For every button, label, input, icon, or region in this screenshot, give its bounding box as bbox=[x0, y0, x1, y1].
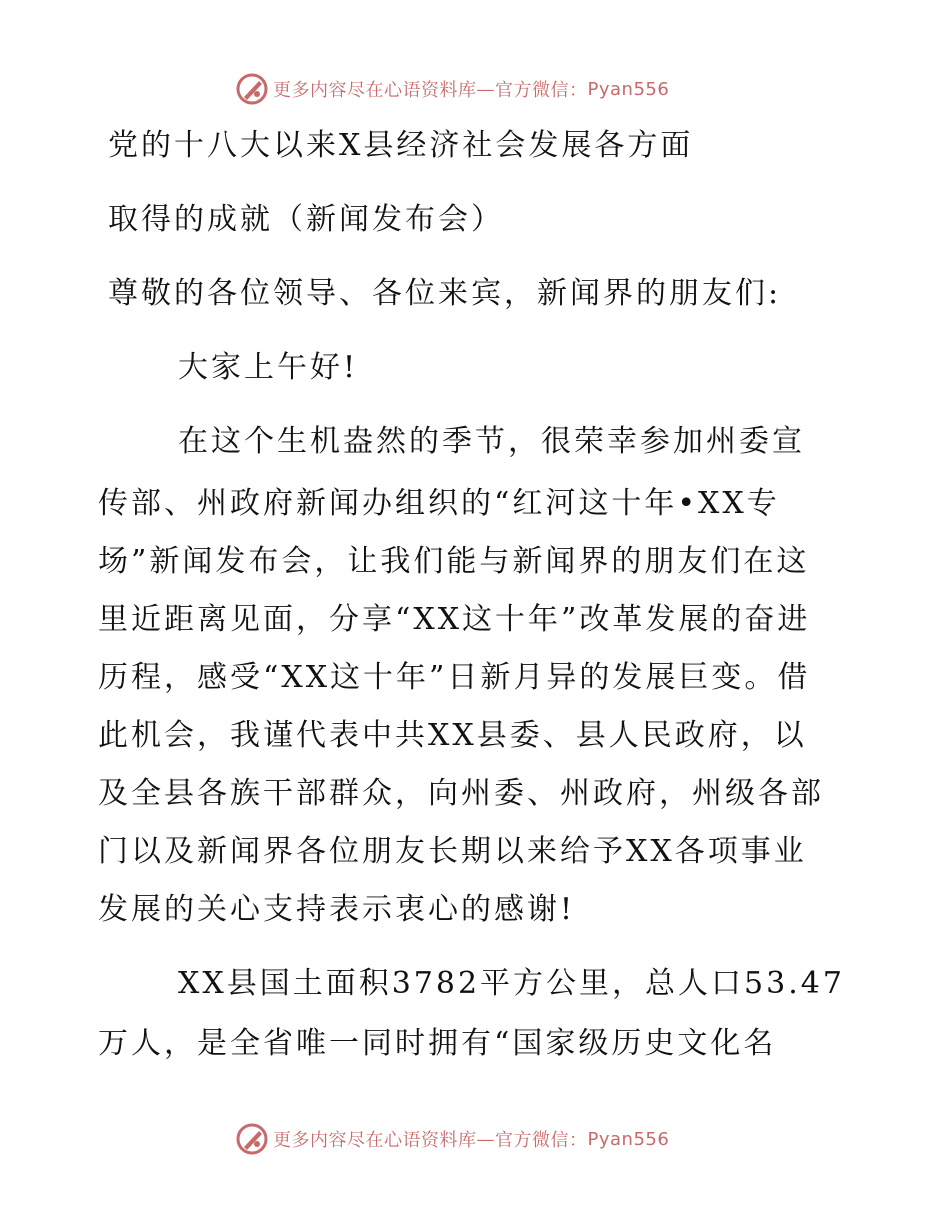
greeting: 大家上午好! bbox=[178, 350, 359, 385]
pen-logo-icon bbox=[235, 1122, 269, 1156]
title-line-1: 党的十八大以来X县经济社会发展各方面 bbox=[108, 128, 694, 163]
watermark-middle: 官方微信： bbox=[495, 80, 588, 101]
watermark-prefix: 更多内容尽在心语资料库 bbox=[273, 1130, 477, 1151]
watermark-prefix: 更多内容尽在心语资料库 bbox=[273, 80, 477, 101]
watermark-separator: — bbox=[476, 1128, 495, 1150]
paragraph1-line: 场”新闻发布会，让我们能与新闻界的朋友们在这 bbox=[98, 544, 810, 579]
watermark-header bbox=[235, 72, 669, 106]
paragraph1-line: 此机会，我谨代表中共XX县委、县人民政府，以 bbox=[98, 718, 807, 753]
salutation: 尊敬的各位领导、各位来宾，新闻界的朋友们: bbox=[108, 276, 782, 311]
watermark-id: Pyan556 bbox=[587, 1128, 670, 1150]
title-line-2: 取得的成就（新闻发布会） bbox=[108, 202, 504, 237]
watermark-footer bbox=[235, 1122, 669, 1156]
paragraph1-line: 历程，感受“XX这十年”日新月异的发展巨变。借 bbox=[98, 660, 811, 695]
watermark-separator: — bbox=[476, 78, 495, 100]
paragraph1-line: 里近距离见面，分享“XX这十年”改革发展的奋进 bbox=[98, 602, 811, 637]
paragraph1-line: 门以及新闻界各位朋友长期以来给予XX各项事业 bbox=[98, 834, 807, 869]
watermark-id: Pyan556 bbox=[587, 78, 670, 100]
paragraph1-line: 在这个生机盎然的季节，很荣幸参加州委宣 bbox=[178, 424, 805, 459]
paragraph1-line: 发展的关心支持表示衷心的感谢! bbox=[98, 892, 576, 927]
paragraph2-line: 万人，是全省唯一同时拥有“国家级历史文化名 bbox=[98, 1026, 777, 1061]
paragraph2-line: XX县国土面积3782平方公里，总人口53.47 bbox=[178, 966, 845, 1001]
pen-logo-icon bbox=[235, 72, 269, 106]
paragraph1-line: 及全县各族干部群众，向州委、州政府，州级各部 bbox=[98, 776, 824, 811]
paragraph1-line: 传部、州政府新闻办组织的“红河这十年•XX专 bbox=[98, 486, 780, 521]
watermark-middle: 官方微信： bbox=[495, 1130, 588, 1151]
